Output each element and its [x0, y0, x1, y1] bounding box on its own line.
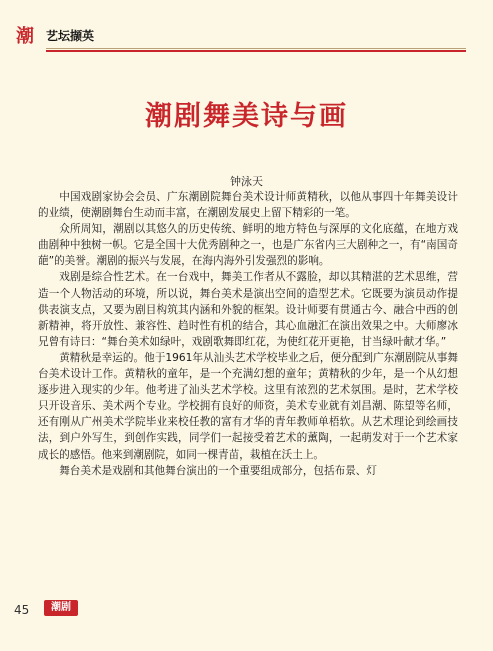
header-divider-accent — [46, 50, 466, 52]
paragraph: 中国戏剧家协会会员、广东潮剧院舞台美术设计师黄精秋，以他从事四十年舞美设计的业绩，使潮剧舞台生动而丰富，在潮剧发展史上留下精彩的一笔。 — [38, 191, 458, 220]
article-body — [38, 189, 458, 479]
footer-logo-icon: 潮剧 — [44, 600, 78, 616]
paragraph: 黄精秋是幸运的。他于1961年从汕头艺术学校毕业之后，便分配到广东潮剧院从事舞台美术设计工作。黄精秋的童年，是一个充满幻想的童年；黄精秋的少年，是一个从幻想逐步进入现实的少年。他考进了汕头艺术学校。这里有浓烈的艺术氛围。是时，艺术学校只开设音乐、美术两个专业。学校拥有良好的师资，美术专业就有刘昌潮、陈望等名师，还有刚从广州美术学院毕业来校任教的富有才华的青年教师单梧软。从艺术理论到绘画技法，到户外写生，到创作实践，同学们一起接受着艺术的薰陶，一起萌发对于一个艺术家成长的感悟。他来到潮剧院，如同一棵青苗，栽植在沃土上。 — [38, 351, 458, 461]
header-divider — [46, 48, 466, 49]
paragraph: 舞台美术是戏剧和其他舞台演出的一个重要组成部分，包括布景、灯 — [59, 464, 377, 477]
paragraph: 戏剧是综合性艺术。在一台戏中，舞美工作者从不露脸，却以其精湛的艺术思维，营造一个人物活动的环境，所以说，舞台美术是演出空间的造型艺术。它既要为演员动作提供表演支点，又要为剧目构筑其内涵和外貌的框架。设计师要有贯通古今、融合中西的创新精神，将开放性、兼容性、趋时性有机的结合，其心血融汇在演出效果之中。大师廖冰兄曾有诗曰：“舞台美术如绿叶，戏剧歌舞即红花，为使红花开更艳，甘当绿叶献才华。” — [38, 271, 458, 348]
article-author: 钟泳天 — [230, 175, 263, 188]
page-header — [0, 22, 493, 52]
magazine-logo-icon: 潮 — [16, 26, 34, 47]
section-title: 艺坛撷英 — [46, 29, 95, 43]
page-number: 45 — [14, 603, 30, 617]
article-title: 潮剧舞美诗与画 — [145, 101, 348, 132]
paragraph: 众所周知，潮剧以其悠久的历史传统、鲜明的地方特色与深厚的文化底蕴，在地方戏曲剧种中独树一帜。它是全国十大优秀剧种之一，也是广东省内三大剧种之一，有“南国奇葩”的美誉。潮剧的振兴与发展，在海内海外引发强烈的影响。 — [38, 223, 458, 268]
